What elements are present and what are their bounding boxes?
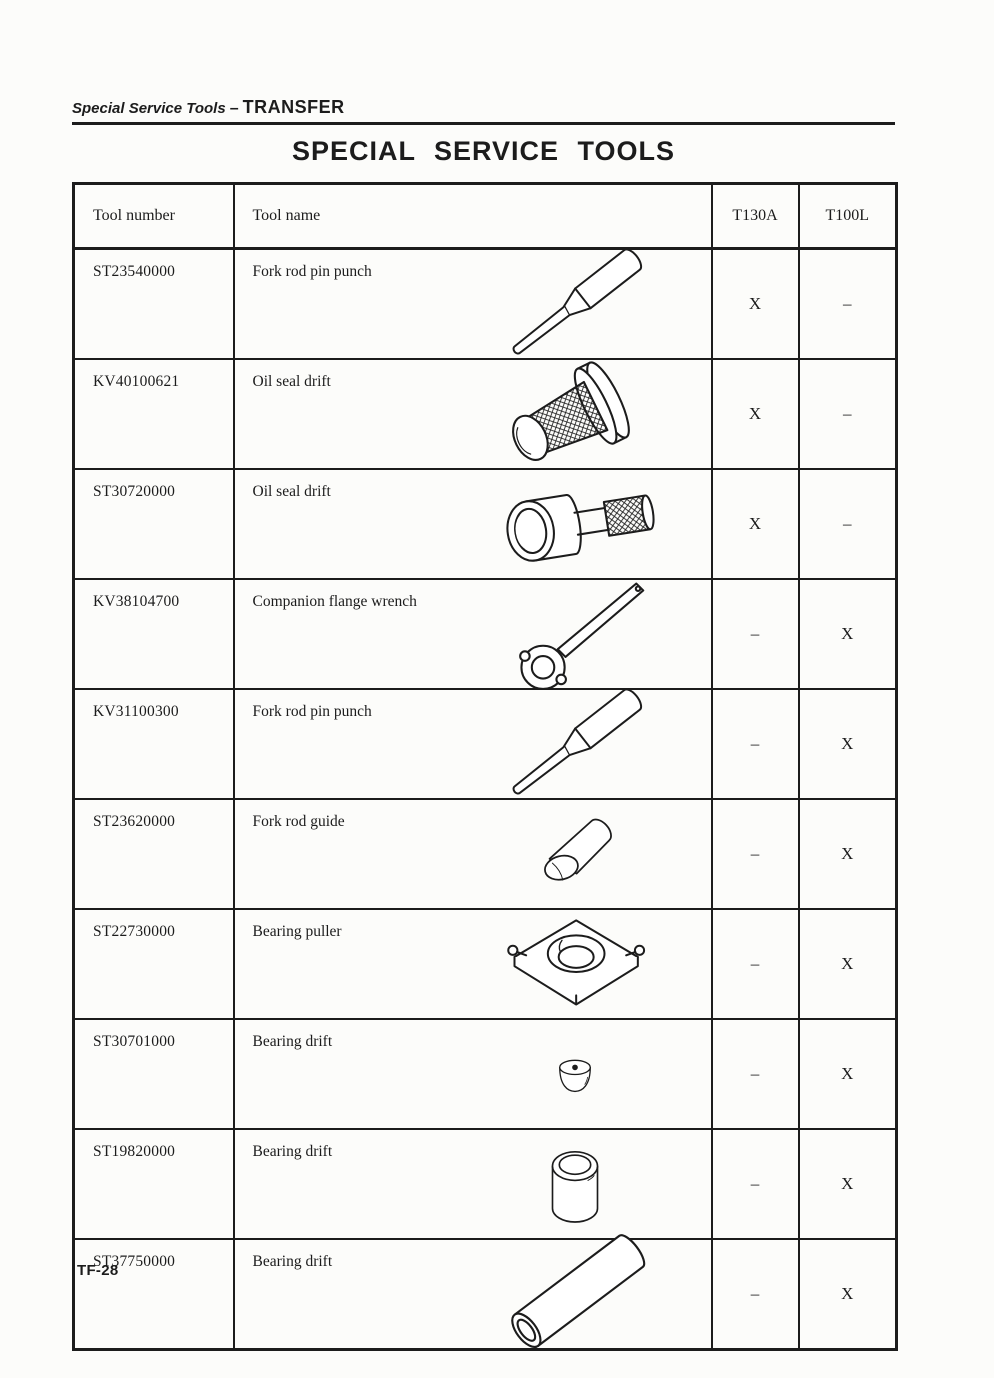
col-header-tool-number: Tool number xyxy=(74,184,234,249)
t130a-mark: – xyxy=(712,1129,799,1239)
t100l-mark: X xyxy=(799,1129,897,1239)
fork-rod-pin-punch-illustration xyxy=(470,250,680,358)
table-row xyxy=(74,359,897,469)
special-service-tools-table xyxy=(72,182,898,1351)
tool-name: Fork rod pin punch xyxy=(252,703,372,720)
t130a-mark: – xyxy=(712,579,799,689)
breadcrumb-dash: – xyxy=(229,100,239,117)
tool-number: ST23620000 xyxy=(93,813,176,830)
table-row xyxy=(74,909,897,1019)
t100l-mark: X xyxy=(799,579,897,689)
breadcrumb-chapter: TRANSFER xyxy=(242,97,345,117)
t130a-mark: X xyxy=(712,249,799,360)
table-row xyxy=(74,799,897,909)
col-header-tool-name: Tool name xyxy=(234,184,712,249)
fork-rod-pin-punch-illustration xyxy=(470,690,680,798)
bearing-drift-tube-illustration xyxy=(470,1240,680,1348)
t130a-mark: – xyxy=(712,1239,799,1350)
companion-flange-wrench-illustration xyxy=(470,580,680,688)
t100l-mark: – xyxy=(799,249,897,360)
col-header-t130a: T130A xyxy=(712,184,799,249)
table-row xyxy=(74,249,897,360)
col-header-t100l: T100L xyxy=(799,184,897,249)
tool-number: ST37750000 xyxy=(93,1253,176,1270)
tool-name: Bearing drift xyxy=(252,1033,333,1050)
header-rule xyxy=(72,122,895,125)
table-row xyxy=(74,579,897,689)
oil-seal-drift-stepped-illustration xyxy=(470,470,680,578)
t100l-mark: X xyxy=(799,689,897,799)
table-row xyxy=(74,1019,897,1129)
tool-number: KV38104700 xyxy=(93,593,180,610)
tool-number: ST30701000 xyxy=(93,1033,176,1050)
tool-number: ST23540000 xyxy=(93,263,176,280)
table-row xyxy=(74,1129,897,1239)
t100l-mark: – xyxy=(799,469,897,579)
breadcrumb-section: Special Service Tools xyxy=(72,100,226,117)
table-row xyxy=(74,689,897,799)
page-title: SPECIAL SERVICE TOOLS xyxy=(291,136,676,166)
tool-number: ST22730000 xyxy=(93,923,176,940)
table-header-row xyxy=(74,184,897,249)
fork-rod-guide-illustration xyxy=(470,800,680,908)
breadcrumb xyxy=(72,97,345,118)
t130a-mark: X xyxy=(712,359,799,469)
tool-name: Bearing drift xyxy=(252,1253,333,1270)
table-row xyxy=(74,469,897,579)
tool-name: Fork rod guide xyxy=(252,813,345,830)
page-number: TF-28 xyxy=(77,1262,119,1279)
tool-name: Oil seal drift xyxy=(252,483,331,500)
t100l-mark: X xyxy=(799,1239,897,1350)
tool-number: ST30720000 xyxy=(93,483,176,500)
tool-number: KV40100621 xyxy=(93,373,180,390)
tool-name: Bearing puller xyxy=(252,923,342,940)
tool-name: Fork rod pin punch xyxy=(252,263,372,280)
t130a-mark: – xyxy=(712,689,799,799)
tool-number: ST19820000 xyxy=(93,1143,176,1160)
t130a-mark: X xyxy=(712,469,799,579)
t100l-mark: – xyxy=(799,359,897,469)
oil-seal-drift-knurled-illustration xyxy=(470,360,680,468)
t100l-mark: X xyxy=(799,799,897,909)
tool-name: Oil seal drift xyxy=(252,373,331,390)
bearing-drift-cylinder-illustration xyxy=(470,1130,680,1238)
t130a-mark: – xyxy=(712,1019,799,1129)
t100l-mark: X xyxy=(799,909,897,1019)
table-row xyxy=(74,1239,897,1350)
tool-name: Bearing drift xyxy=(252,1143,333,1160)
t130a-mark: – xyxy=(712,799,799,909)
t130a-mark: – xyxy=(712,909,799,1019)
tool-name: Companion flange wrench xyxy=(252,593,417,610)
bearing-puller-illustration xyxy=(470,910,680,1018)
bearing-drift-knob-illustration xyxy=(470,1020,680,1128)
t100l-mark: X xyxy=(799,1019,897,1129)
tool-number: KV31100300 xyxy=(93,703,179,720)
